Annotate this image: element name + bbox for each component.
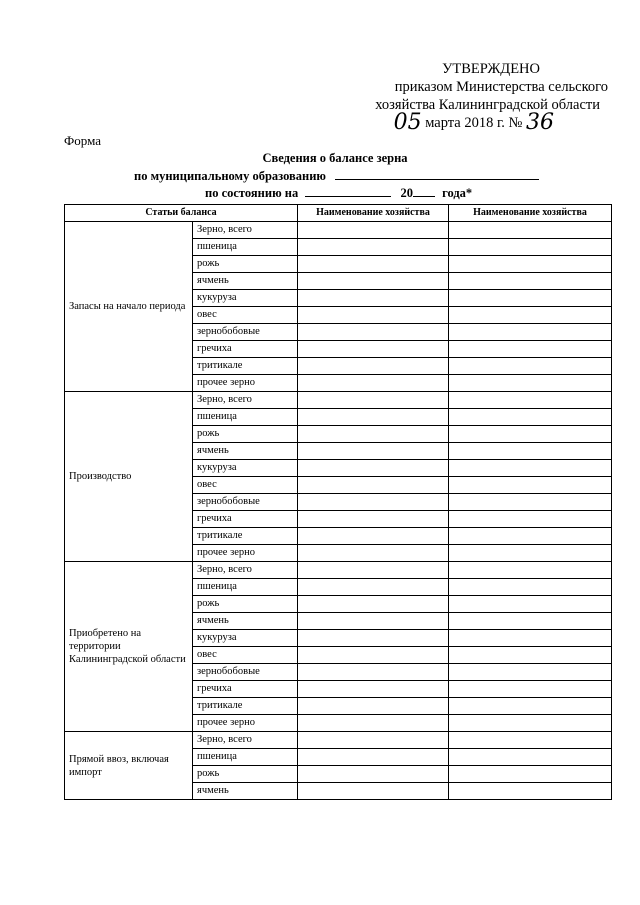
- document-title: Сведения о балансе зерна: [262, 151, 408, 165]
- crop-label: зернобобовые: [193, 324, 298, 341]
- farm-value-cell[interactable]: [298, 426, 449, 443]
- date-prefix: по состоянию на: [205, 186, 299, 200]
- farm-value-cell[interactable]: [298, 766, 449, 783]
- form-label: Форма: [64, 133, 101, 148]
- farm-value-cell[interactable]: [298, 341, 449, 358]
- year-prefix: 20: [400, 186, 413, 200]
- farm-value-cell[interactable]: [449, 426, 612, 443]
- farm-value-cell[interactable]: [449, 477, 612, 494]
- farm-value-cell[interactable]: [449, 766, 612, 783]
- approval-date-line: [330, 110, 620, 135]
- farm-value-cell[interactable]: [298, 307, 449, 324]
- farm-value-cell[interactable]: [298, 494, 449, 511]
- farm-value-cell[interactable]: [298, 256, 449, 273]
- crop-label: Зерно, всего: [193, 732, 298, 749]
- farm-value-cell[interactable]: [298, 409, 449, 426]
- farm-value-cell[interactable]: [298, 443, 449, 460]
- farm-value-cell[interactable]: [449, 290, 612, 307]
- crop-label: Зерно, всего: [193, 222, 298, 239]
- municipality-blank[interactable]: [335, 168, 539, 180]
- farm-value-cell[interactable]: [298, 647, 449, 664]
- crop-label: прочее зерно: [193, 545, 298, 562]
- farm-value-cell[interactable]: [449, 715, 612, 732]
- table-row: [65, 222, 612, 239]
- farm-value-cell[interactable]: [298, 358, 449, 375]
- crop-label: пшеница: [193, 579, 298, 596]
- crop-label: ячмень: [193, 613, 298, 630]
- farm-value-cell[interactable]: [298, 375, 449, 392]
- farm-value-cell[interactable]: [298, 630, 449, 647]
- crop-label: Зерно, всего: [193, 562, 298, 579]
- farm-value-cell[interactable]: [298, 783, 449, 800]
- header-balance-items: Статьи баланса: [65, 205, 298, 222]
- farm-value-cell[interactable]: [449, 494, 612, 511]
- crop-label: тритикале: [193, 358, 298, 375]
- approval-date-text: марта 2018 г. №: [425, 115, 523, 131]
- crop-label: ячмень: [193, 273, 298, 290]
- farm-value-cell[interactable]: [298, 392, 449, 409]
- crop-label: пшеница: [193, 749, 298, 766]
- farm-value-cell[interactable]: [449, 681, 612, 698]
- farm-value-cell[interactable]: [449, 307, 612, 324]
- crop-label: гречиха: [193, 681, 298, 698]
- farm-value-cell[interactable]: [449, 545, 612, 562]
- crop-label: овес: [193, 307, 298, 324]
- crop-label: прочее зерно: [193, 375, 298, 392]
- table-row: [65, 732, 612, 749]
- farm-value-cell[interactable]: [449, 375, 612, 392]
- crop-label: прочее зерно: [193, 715, 298, 732]
- crop-label: зернобобовые: [193, 494, 298, 511]
- approval-stamp: [330, 60, 620, 135]
- crop-label: овес: [193, 647, 298, 664]
- municipality-label: по муниципальному образованию: [134, 169, 326, 183]
- farm-value-cell[interactable]: [449, 732, 612, 749]
- crop-label: тритикале: [193, 528, 298, 545]
- date-blank[interactable]: [305, 185, 391, 197]
- farm-value-cell[interactable]: [298, 528, 449, 545]
- year-blank[interactable]: [413, 185, 435, 197]
- crop-label: зернобобовые: [193, 664, 298, 681]
- balance-group-label: Прямой ввоз, включая импорт: [65, 732, 193, 800]
- crop-label: кукуруза: [193, 630, 298, 647]
- crop-label: ячмень: [193, 443, 298, 460]
- farm-value-cell[interactable]: [449, 630, 612, 647]
- date-line: [205, 185, 640, 201]
- farm-value-cell[interactable]: [449, 460, 612, 477]
- farm-value-cell[interactable]: [449, 324, 612, 341]
- balance-group-label: Приобретено на территории Калининградской области: [65, 562, 193, 732]
- crop-label: рожь: [193, 426, 298, 443]
- farm-value-cell[interactable]: [298, 239, 449, 256]
- farm-value-cell[interactable]: [298, 613, 449, 630]
- farm-value-cell[interactable]: [298, 596, 449, 613]
- farm-value-cell[interactable]: [449, 664, 612, 681]
- farm-value-cell[interactable]: [449, 392, 612, 409]
- crop-label: овес: [193, 477, 298, 494]
- farm-value-cell[interactable]: [298, 324, 449, 341]
- farm-value-cell[interactable]: [298, 732, 449, 749]
- crop-label: Зерно, всего: [193, 392, 298, 409]
- farm-value-cell[interactable]: [298, 477, 449, 494]
- farm-value-cell[interactable]: [449, 749, 612, 766]
- grain-balance-table: [64, 204, 612, 800]
- farm-value-cell[interactable]: [449, 647, 612, 664]
- crop-label: гречиха: [193, 511, 298, 528]
- crop-label: пшеница: [193, 239, 298, 256]
- farm-value-cell[interactable]: [298, 460, 449, 477]
- farm-value-cell[interactable]: [298, 681, 449, 698]
- header-farm-name-1: Наименование хозяйства: [298, 205, 449, 222]
- balance-group-label: Производство: [65, 392, 193, 562]
- crop-label: пшеница: [193, 409, 298, 426]
- municipality-line: [134, 168, 640, 184]
- table-header-row: [65, 205, 612, 222]
- farm-value-cell[interactable]: [449, 528, 612, 545]
- farm-value-cell[interactable]: [298, 579, 449, 596]
- farm-value-cell[interactable]: [298, 290, 449, 307]
- farm-value-cell[interactable]: [298, 562, 449, 579]
- farm-value-cell[interactable]: [449, 273, 612, 290]
- farm-value-cell[interactable]: [298, 715, 449, 732]
- farm-value-cell[interactable]: [298, 545, 449, 562]
- farm-value-cell[interactable]: [298, 511, 449, 528]
- table-row: [65, 392, 612, 409]
- farm-value-cell[interactable]: [298, 222, 449, 239]
- handwritten-day: 05: [393, 110, 422, 135]
- crop-label: рожь: [193, 256, 298, 273]
- handwritten-number: 36: [526, 110, 554, 135]
- farm-value-cell[interactable]: [449, 239, 612, 256]
- crop-label: тритикале: [193, 698, 298, 715]
- farm-value-cell[interactable]: [449, 596, 612, 613]
- crop-label: ячмень: [193, 783, 298, 800]
- balance-group-label: Запасы на начало периода: [65, 222, 193, 392]
- farm-value-cell[interactable]: [298, 698, 449, 715]
- header-farm-name-2: Наименование хозяйства: [449, 205, 612, 222]
- crop-label: гречиха: [193, 341, 298, 358]
- farm-value-cell[interactable]: [449, 409, 612, 426]
- farm-value-cell[interactable]: [449, 562, 612, 579]
- farm-value-cell[interactable]: [449, 579, 612, 596]
- farm-value-cell[interactable]: [449, 222, 612, 239]
- farm-value-cell[interactable]: [449, 341, 612, 358]
- farm-value-cell[interactable]: [449, 443, 612, 460]
- year-suffix: года*: [442, 186, 473, 200]
- crop-label: кукуруза: [193, 290, 298, 307]
- farm-value-cell[interactable]: [449, 256, 612, 273]
- farm-value-cell[interactable]: [449, 511, 612, 528]
- farm-value-cell[interactable]: [449, 698, 612, 715]
- approval-title: УТВЕРЖДЕНО: [442, 61, 540, 77]
- crop-label: кукуруза: [193, 460, 298, 477]
- farm-value-cell[interactable]: [449, 783, 612, 800]
- farm-value-cell[interactable]: [449, 358, 612, 375]
- table-row: [65, 562, 612, 579]
- farm-value-cell[interactable]: [298, 749, 449, 766]
- approval-ministry-line: хозяйства Калининградской области: [375, 97, 600, 113]
- farm-value-cell[interactable]: [298, 664, 449, 681]
- approval-order-line: приказом Министерства сельского: [394, 79, 608, 95]
- crop-label: рожь: [193, 766, 298, 783]
- crop-label: рожь: [193, 596, 298, 613]
- table-body: [65, 222, 612, 800]
- farm-value-cell[interactable]: [449, 613, 612, 630]
- farm-value-cell[interactable]: [298, 273, 449, 290]
